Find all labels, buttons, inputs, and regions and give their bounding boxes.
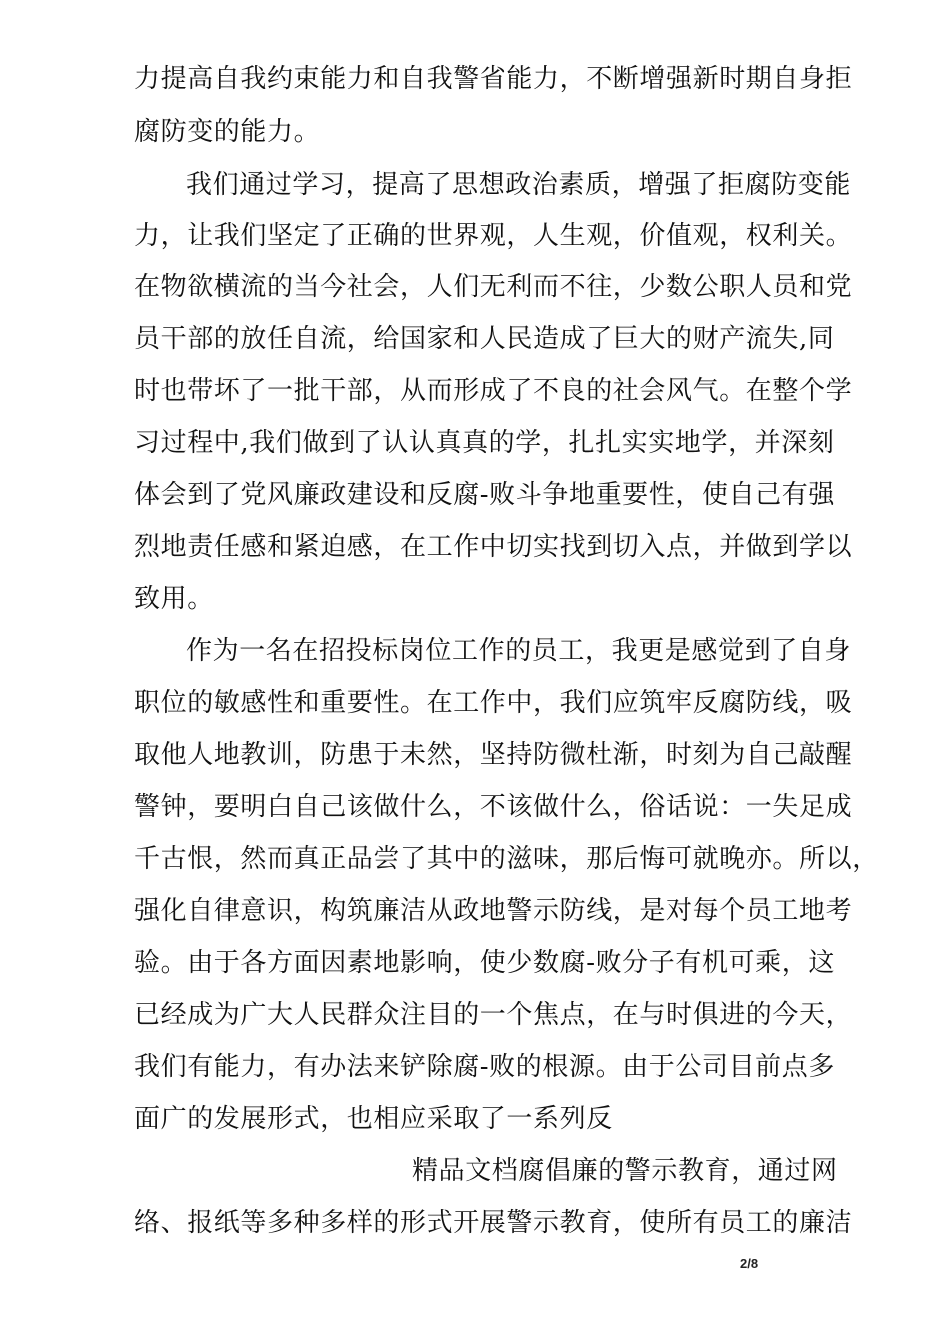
text-line: 精品文档腐倡廉的警示教育，通过网: [412, 1156, 838, 1186]
text-line: 我们有能力，有办法来铲除腐-败的根源。由于公司目前点多: [134, 1052, 835, 1082]
text-line: 已经成为广大人民群众注目的一个焦点，在与时俱进的今天，: [134, 1000, 853, 1030]
text-line: 取他人地教训，防患于未然，坚持防微杜渐，时刻为自己敲醒: [134, 740, 853, 770]
text-line: 烈地责任感和紧迫感，在工作中切实找到切入点，并做到学以: [134, 532, 853, 562]
text-line: 我们通过学习，提高了思想政治素质，增强了拒腐防变能: [186, 170, 852, 200]
text-line: 面广的发展形式，也相应采取了一系列反: [134, 1104, 613, 1134]
text-line: 强化自律意识，构筑廉洁从政地警示防线，是对每个员工地考: [134, 896, 853, 926]
text-line: 验。由于各方面因素地影响，使少数腐-败分子有机可乘，这: [134, 948, 835, 978]
text-line: 时也带坏了一批干部，从而形成了不良的社会风气。在整个学: [134, 376, 853, 406]
text-line: 在物欲横流的当今社会，人们无利而不往，少数公职人员和党: [134, 272, 853, 302]
text-line: 致用。: [134, 584, 214, 614]
text-line: 力提高自我约束能力和自我警省能力，不断增强新时期自身拒: [134, 64, 853, 94]
text-line: 腐防变的能力。: [134, 117, 321, 147]
text-line: 警钟，要明白自己该做什么，不该做什么，俗话说：一失足成: [134, 792, 853, 822]
page-number: 2/8: [740, 1256, 759, 1271]
text-line: 络、报纸等多种多样的形式开展警示教育，使所有员工的廉洁: [134, 1208, 853, 1238]
text-line: 职位的敏感性和重要性。在工作中，我们应筑牢反腐防线，吸: [134, 688, 853, 718]
text-line: 力，让我们坚定了正确的世界观，人生观，价值观，权利关。: [134, 221, 853, 251]
text-line: 员干部的放任自流，给国家和人民造成了巨大的财产流失,同: [134, 324, 835, 354]
text-line: 体会到了党风廉政建设和反腐-败斗争地重要性，使自己有强: [134, 480, 835, 510]
text-line: 千古恨，然而真正品尝了其中的滋味，那后悔可就晚亦。所以，: [134, 844, 879, 874]
text-line: 作为一名在招投标岗位工作的员工，我更是感觉到了自身: [186, 636, 852, 666]
text-line: 习过程中,我们做到了认认真真的学，扎扎实实地学，并深刻: [134, 428, 835, 458]
